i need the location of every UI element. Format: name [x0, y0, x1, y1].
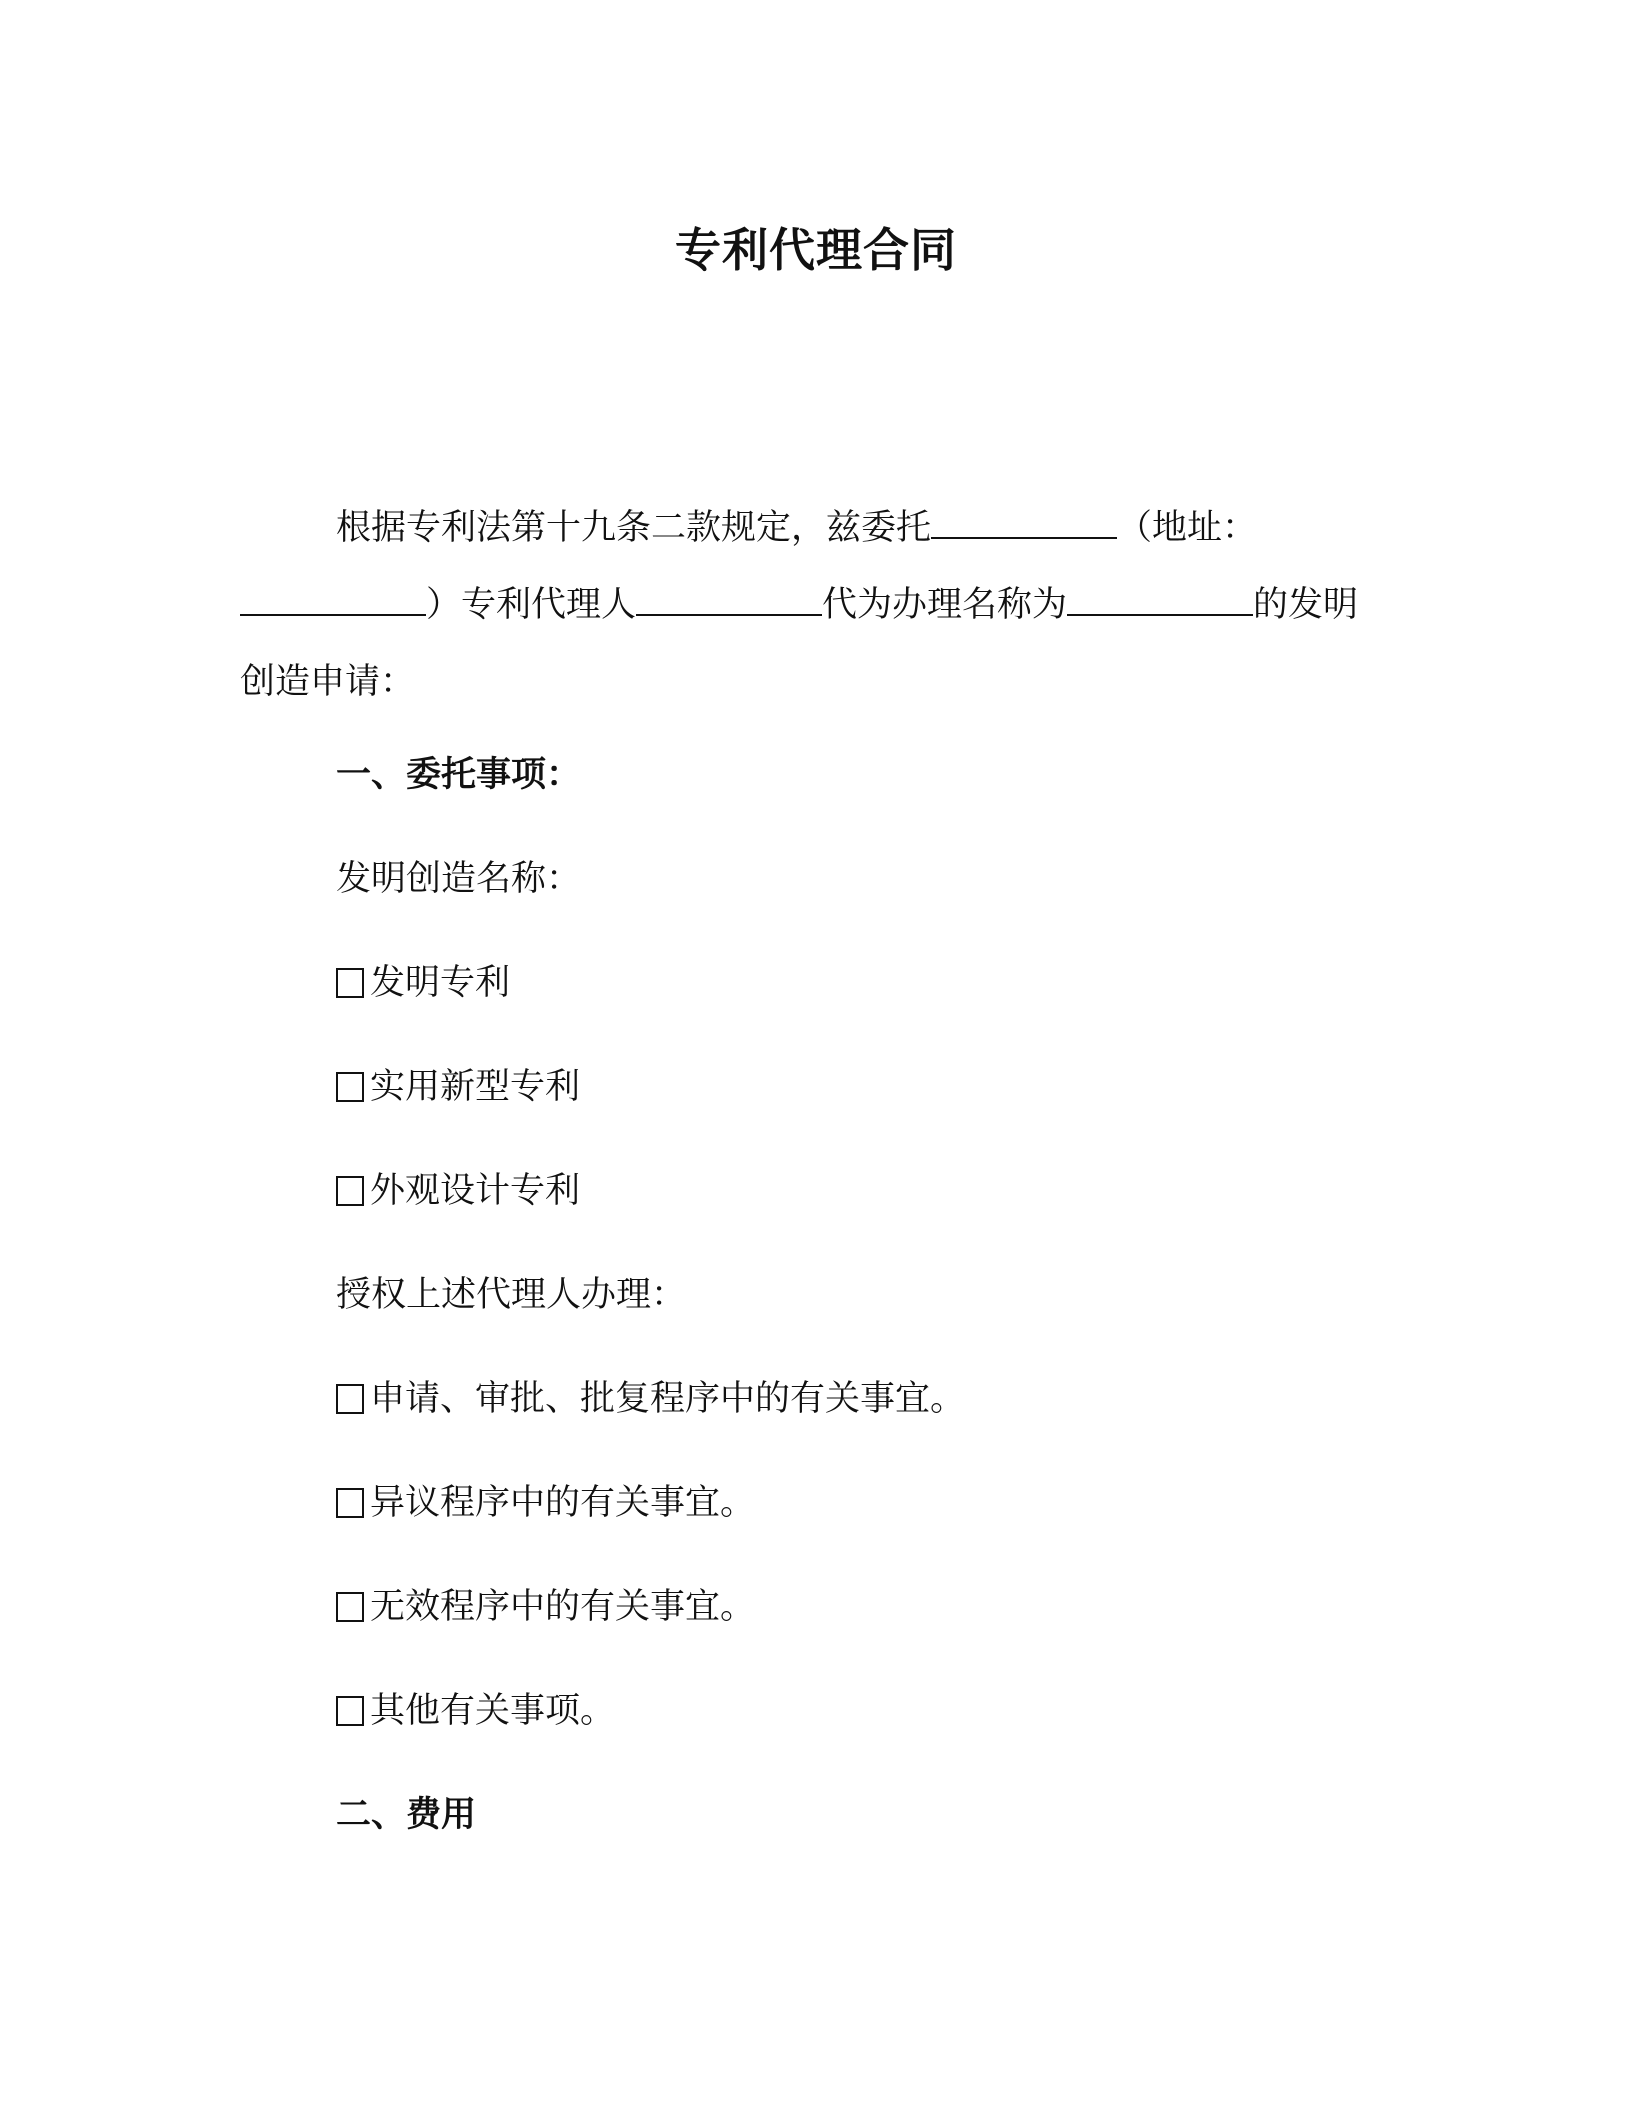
- section-2-heading: 二、费用: [336, 1795, 477, 1835]
- patent-type-invention: [336, 960, 510, 1006]
- checkbox-icon[interactable]: [336, 1488, 364, 1518]
- patent-type-utility-model: [336, 1064, 580, 1110]
- intro-text-3: ）专利代理人: [426, 585, 637, 625]
- authorize-label: 授权上述代理人办理：: [336, 1275, 687, 1315]
- principal-blank: [931, 507, 1117, 539]
- checkbox-icon[interactable]: [336, 1696, 364, 1726]
- patent-type-design: [336, 1168, 580, 1214]
- checkbox-icon[interactable]: [336, 1592, 364, 1622]
- checkbox-icon[interactable]: [336, 1384, 364, 1414]
- matter-application: [336, 1376, 965, 1422]
- intro-paragraph: [240, 490, 1370, 721]
- matter-opposition: [336, 1480, 755, 1526]
- matter-other: [336, 1688, 615, 1734]
- matter-label: 其他有关事项。: [370, 1691, 616, 1731]
- invention-name-blank: [1067, 584, 1253, 616]
- patent-type-label: 实用新型专利: [370, 1067, 581, 1107]
- intro-text-4: 代为办理名称为: [822, 585, 1068, 625]
- address-blank: [240, 584, 426, 616]
- checkbox-icon[interactable]: [336, 1072, 364, 1102]
- agent-blank: [636, 584, 822, 616]
- invention-name-label: 发明创造名称：: [336, 859, 582, 899]
- section-1-heading: 一、委托事项：: [336, 755, 582, 795]
- document-title: 专利代理合同: [675, 223, 957, 277]
- patent-type-label: 发明专利: [370, 963, 511, 1003]
- matter-label: 申请、审批、批复程序中的有关事宜。: [370, 1379, 966, 1419]
- matter-label: 无效程序中的有关事宜。: [370, 1587, 756, 1627]
- matter-label: 异议程序中的有关事宜。: [370, 1483, 756, 1523]
- intro-text-5: 的发明创造申请：: [240, 585, 1359, 702]
- patent-type-label: 外观设计专利: [370, 1171, 581, 1211]
- checkbox-icon[interactable]: [336, 968, 364, 998]
- intro-text-2: （地址：: [1117, 508, 1258, 548]
- intro-text-1: 根据专利法第十九条二款规定，兹委托: [336, 508, 932, 548]
- checkbox-icon[interactable]: [336, 1176, 364, 1206]
- matter-invalidation: [336, 1584, 755, 1630]
